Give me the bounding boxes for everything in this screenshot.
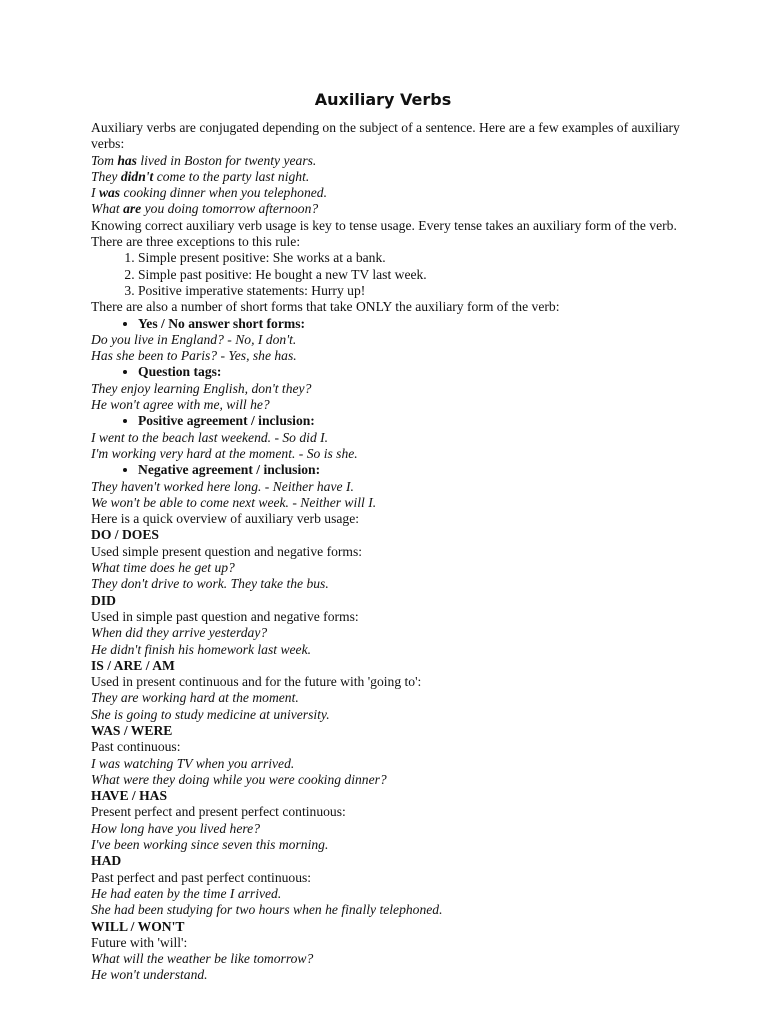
example-sentence: We won't be able to come next week. - Neither will I. <box>91 494 377 510</box>
example-sentence: I went to the beach last weekend. - So did I. <box>91 429 329 445</box>
list-item: 2. Simple past positive: He bought a new TV last week. <box>138 267 681 283</box>
intro-paragraph: Auxiliary verbs are conjugated depending on the subject of a sentence. Here are a few examples of auxiliary verbs: <box>91 120 680 152</box>
example-sentence: She had been studying for two hours when he finally telephoned. <box>91 902 443 918</box>
short-forms-list <box>91 364 681 380</box>
example-sentence: I was watching TV when you arrived. <box>91 755 295 771</box>
page-title: Auxiliary Verbs <box>314 90 452 109</box>
verb-heading: WAS / WERE <box>91 722 173 738</box>
example-sentence: What will the weather be like tomorrow? <box>91 951 314 967</box>
auxiliary-verb: are <box>123 201 142 217</box>
example-sentence: He won't agree with me, will he? <box>91 397 270 413</box>
verb-usage: Past perfect and past perfect continuous: <box>91 869 312 885</box>
verb-heading: DID <box>91 592 116 608</box>
verb-heading: HAVE / HAS <box>91 788 168 804</box>
example-sentence: Has she been to Paris? - Yes, she has. <box>91 348 297 364</box>
example-sentence: They enjoy learning English, don't they? <box>91 380 312 396</box>
list-item: 3. Positive imperative statements: Hurry up! <box>138 283 681 299</box>
verb-usage: Future with 'will': <box>91 934 188 950</box>
example-sentence: They didn't come to the party last night. <box>91 168 310 184</box>
example-sentence: How long have you lived here? <box>91 820 260 836</box>
verb-usage: Past continuous: <box>91 739 181 755</box>
list-item: 1. Simple present positive: She works at a bank. <box>138 250 681 266</box>
verb-usage: Used in present continuous and for the future with 'going to': <box>91 674 422 690</box>
short-forms-list <box>91 462 681 478</box>
verb-usage: Used in simple past question and negative forms: <box>91 608 359 624</box>
example-sentence: Tom has lived in Boston for twenty years. <box>91 152 317 168</box>
verb-heading: HAD <box>91 853 122 869</box>
short-form-heading: • Positive agreement / inclusion: <box>138 413 681 429</box>
short-form-heading: • Yes / No answer short forms: <box>138 316 681 332</box>
verb-heading: IS / ARE / AM <box>91 657 175 673</box>
example-sentence: What are you doing tomorrow afternoon? <box>91 201 319 217</box>
example-sentence: They haven't worked here long. - Neither have I. <box>91 478 354 494</box>
example-sentence: He won't understand. <box>91 967 208 983</box>
short-form-heading: • Question tags: <box>138 364 681 380</box>
verb-heading: WILL / WON'T <box>91 918 185 934</box>
auxiliary-verb: was <box>98 185 121 201</box>
exceptions-list <box>91 250 681 299</box>
example-sentence: She is going to study medicine at university. <box>91 706 330 722</box>
overview-paragraph: Here is a quick overview of auxiliary verb usage: <box>91 511 359 527</box>
auxiliary-verb: has <box>117 152 137 168</box>
example-sentence: I'm working very hard at the moment. - So is she. <box>91 445 358 461</box>
example-sentence: I've been working since seven this morning. <box>91 837 329 853</box>
verb-usage: Present perfect and present perfect continuous: <box>91 804 346 820</box>
short-forms-list <box>91 316 681 332</box>
example-sentence: They don't drive to work. They take the bus. <box>91 576 329 592</box>
example-sentence: They are working hard at the moment. <box>91 690 299 706</box>
example-sentence: What time does he get up? <box>91 560 235 576</box>
short-forms-paragraph: There are also a number of short forms that take ONLY the auxiliary form of the verb: <box>91 299 560 315</box>
short-forms-list <box>91 413 681 429</box>
example-sentence: He had eaten by the time I arrived. <box>91 885 282 901</box>
example-sentence: What were they doing while you were cooking dinner? <box>91 771 387 787</box>
verb-usage: Used simple present question and negative forms: <box>91 543 363 559</box>
rule-paragraph: Knowing correct auxiliary verb usage is key to tense usage. Every tense takes an auxiliary form of the verb. There are three exceptions to this rule: <box>91 217 677 250</box>
verb-heading: DO / DOES <box>91 527 159 543</box>
short-form-heading: • Negative agreement / inclusion: <box>138 462 681 478</box>
auxiliary-verb: didn't <box>120 168 154 184</box>
example-sentence: When did they arrive yesterday? <box>91 625 268 641</box>
example-sentence: Do you live in England? - No, I don't. <box>91 331 297 347</box>
document-page <box>91 0 681 984</box>
example-sentence: I was cooking dinner when you telephoned. <box>91 185 327 201</box>
example-sentence: He didn't finish his homework last week. <box>91 641 312 657</box>
